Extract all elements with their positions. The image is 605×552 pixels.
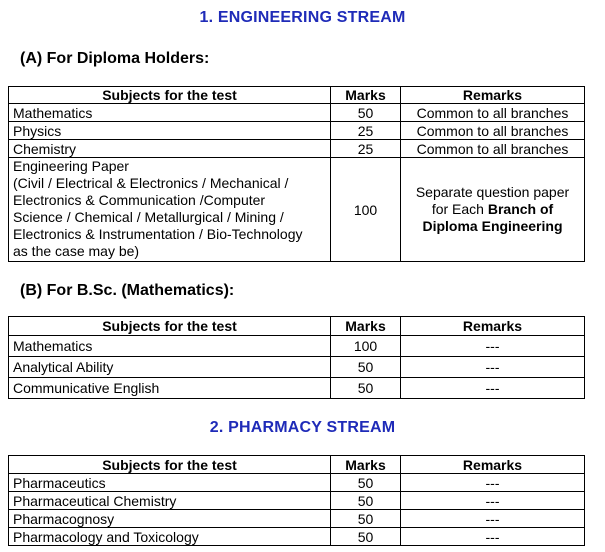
- remarks-cell: ---: [401, 357, 585, 378]
- table-row: [9, 492, 585, 510]
- engineering-paper-subject-cell: [9, 158, 331, 262]
- engineering-paper-line: as the case may be): [13, 243, 140, 259]
- subject-cell: Mathematics: [9, 104, 331, 122]
- engineering-stream-title: 1. ENGINEERING STREAM: [199, 9, 406, 26]
- remarks-column-header: Remarks: [401, 317, 585, 336]
- table-header-row: [9, 456, 585, 474]
- engineering-paper-line: Electronics & Communication /Computer: [13, 192, 266, 208]
- marks-cell: 50: [331, 492, 401, 510]
- subjects-column-header: Subjects for the test: [9, 317, 331, 336]
- diploma-holders-heading: (A) For Diploma Holders:: [20, 50, 210, 67]
- remarks-cell: ---: [401, 474, 585, 492]
- engineering-paper-remarks-cell: [401, 158, 585, 262]
- bsc-subjects-table: [8, 316, 585, 399]
- table-header-row: [9, 317, 585, 336]
- table-row: [9, 510, 585, 528]
- remarks-cell: ---: [401, 378, 585, 399]
- remarks-bold-text: Branch of Diploma Engineering: [422, 201, 563, 234]
- pharmacy-subjects-table: [8, 455, 585, 546]
- subject-cell: Physics: [9, 122, 331, 140]
- table-row: [9, 122, 585, 140]
- remarks-cell: ---: [401, 528, 585, 546]
- subject-cell: Pharmacognosy: [9, 510, 331, 528]
- pharmacy-stream-title: 2. PHARMACY STREAM: [209, 419, 396, 436]
- table-row: [9, 378, 585, 399]
- engineering-paper-line: Engineering Paper: [13, 158, 129, 174]
- table-row: [9, 104, 585, 122]
- engineering-paper-line: Science / Chemical / Metallurgical / Mining /: [13, 209, 284, 225]
- subject-cell: Analytical Ability: [9, 357, 331, 378]
- marks-column-header: Marks: [331, 456, 401, 474]
- subjects-column-header: Subjects for the test: [9, 456, 331, 474]
- bsc-mathematics-heading: (B) For B.Sc. (Mathematics):: [20, 282, 235, 299]
- marks-cell: 50: [331, 528, 401, 546]
- remarks-text: Separate question paper for Each: [415, 184, 570, 217]
- remarks-cell: Common to all branches: [401, 122, 585, 140]
- table-row: [9, 357, 585, 378]
- marks-cell: 25: [331, 122, 401, 140]
- marks-cell: 100: [331, 158, 401, 262]
- marks-column-header: Marks: [331, 317, 401, 336]
- subjects-column-header: Subjects for the test: [9, 87, 331, 104]
- marks-cell: 50: [331, 104, 401, 122]
- table-row: [9, 140, 585, 158]
- marks-cell: 50: [331, 378, 401, 399]
- remarks-cell: Common to all branches: [401, 104, 585, 122]
- remarks-cell: Common to all branches: [401, 140, 585, 158]
- engineering-paper-line: Electronics & Instrumentation / Bio-Technology: [13, 226, 303, 242]
- subject-cell: Pharmaceutics: [9, 474, 331, 492]
- marks-cell: 50: [331, 474, 401, 492]
- marks-column-header: Marks: [331, 87, 401, 104]
- remarks-cell: ---: [401, 510, 585, 528]
- subject-cell: Pharmaceutical Chemistry: [9, 492, 331, 510]
- remarks-cell: ---: [401, 492, 585, 510]
- table-row: [9, 474, 585, 492]
- remarks-column-header: Remarks: [401, 87, 585, 104]
- subject-cell: Mathematics: [9, 336, 331, 357]
- marks-cell: 25: [331, 140, 401, 158]
- table-row: [9, 528, 585, 546]
- table-header-row: [9, 87, 585, 104]
- subject-cell: Pharmacology and Toxicology: [9, 528, 331, 546]
- marks-cell: 100: [331, 336, 401, 357]
- subject-cell: Communicative English: [9, 378, 331, 399]
- marks-cell: 50: [331, 357, 401, 378]
- diploma-subjects-table: [8, 86, 585, 262]
- engineering-paper-line: (Civil / Electrical & Electronics / Mechanical /: [13, 175, 289, 191]
- table-row-engineering-paper: [9, 158, 585, 262]
- remarks-cell: ---: [401, 336, 585, 357]
- remarks-column-header: Remarks: [401, 456, 585, 474]
- subject-cell: Chemistry: [9, 140, 331, 158]
- table-row: [9, 336, 585, 357]
- marks-cell: 50: [331, 510, 401, 528]
